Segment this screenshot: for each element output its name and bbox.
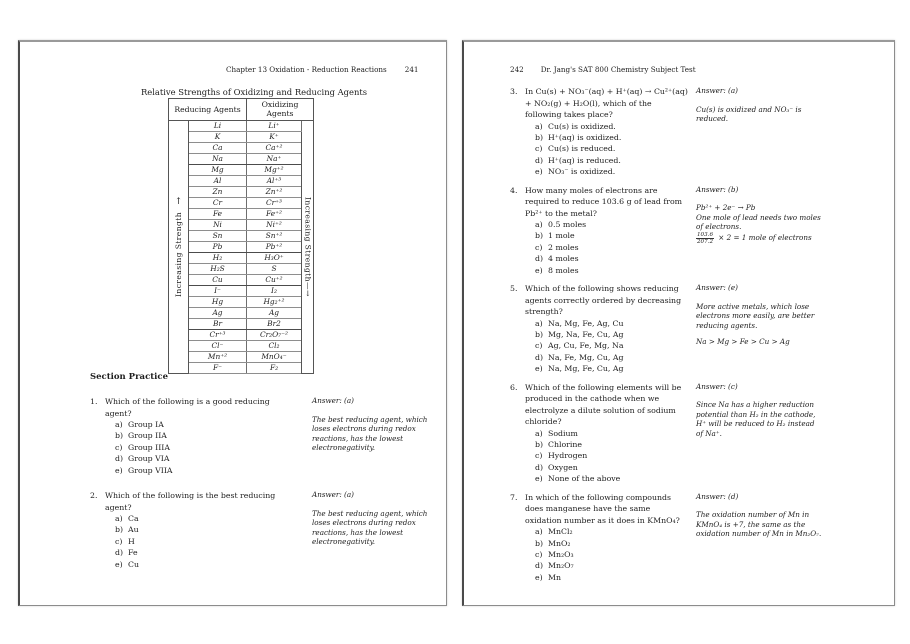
question-head	[510, 283, 688, 318]
question-text: Which of the following is a good reducing agent?	[105, 397, 270, 418]
question-option	[535, 329, 688, 340]
question-option	[115, 559, 298, 570]
oxidizing-agent-cell: Zn⁺²	[247, 187, 302, 198]
option-letter: c)	[535, 549, 543, 559]
option-text: Group IA	[128, 420, 164, 429]
strength-table-row	[169, 231, 314, 242]
table-title: Relative Strengths of Oxidizing and Reducing Agents	[140, 87, 368, 97]
reducing-agent-cell: Br	[189, 319, 247, 330]
answer-column	[696, 185, 822, 246]
oxidizing-agent-cell: MnO₄⁻	[247, 352, 302, 363]
left-questions-list	[90, 396, 442, 570]
oxidizing-agent-cell: Na⁺	[247, 154, 302, 165]
option-letter: b)	[535, 538, 544, 548]
question-text: Which of the following elements will be produced in the cathode when we electrolyze a dilute solution of sodium chloride?	[525, 382, 682, 427]
option-letter: e)	[535, 572, 543, 582]
answer-label: Answer: (c)	[696, 381, 738, 391]
option-letter: e)	[115, 559, 123, 569]
option-text: Group IIA	[128, 431, 167, 441]
reducing-agent-cell: K	[189, 132, 247, 143]
reducing-agent-cell: H₂S	[189, 264, 247, 275]
option-letter: d)	[115, 454, 124, 464]
answer-label: Answer: (a)	[312, 490, 354, 500]
option-text: 1 mole	[548, 231, 575, 241]
oxidizing-agent-cell: Hg₂⁺²	[247, 297, 302, 308]
option-letter: a)	[535, 318, 543, 328]
strength-table-row	[169, 176, 314, 187]
question-option	[115, 419, 298, 430]
question-main	[510, 86, 688, 178]
strength-table-row	[169, 341, 314, 352]
option-text: Oxygen	[548, 462, 578, 472]
strength-table-row	[169, 187, 314, 198]
option-text: Cu	[128, 559, 139, 569]
answer-label: Answer: (d)	[696, 491, 739, 501]
option-letter: c)	[535, 341, 543, 351]
answer-note	[312, 509, 430, 547]
question-number: 7.	[510, 492, 518, 502]
answer-column	[312, 396, 430, 453]
option-letter: d)	[115, 548, 124, 558]
question	[510, 382, 882, 485]
question-head	[90, 490, 298, 513]
question-main	[510, 185, 688, 277]
answer-column	[696, 492, 822, 539]
reducing-agent-cell: Ni	[189, 220, 247, 231]
oxidizing-agent-cell: Ag	[247, 308, 302, 319]
strength-table-row	[169, 264, 314, 275]
oxidizing-agent-cell: Sn⁺²	[247, 231, 302, 242]
option-text: Group IIIA	[128, 442, 171, 452]
option-text: 4 moles	[548, 254, 579, 264]
question-number: 6.	[510, 382, 518, 392]
option-text: NO₃⁻ is oxidized.	[548, 167, 616, 177]
option-text: Group VIIA	[128, 465, 173, 475]
left-axis-cell	[169, 121, 189, 374]
question-option	[535, 549, 688, 560]
option-text: MnCl₂	[548, 527, 573, 537]
question-options	[115, 513, 298, 570]
question-option	[115, 453, 298, 464]
reducing-agent-cell: F⁻	[189, 363, 247, 374]
answer-note-line: The best reducing agent, which loses electrons during redox reactions, has the lowest electronegativity.	[312, 508, 428, 547]
strength-table-row	[169, 253, 314, 264]
right-axis-label: Increasing Strength—→	[303, 197, 313, 297]
answer-label: Answer: (b)	[696, 184, 739, 194]
question-head	[510, 382, 688, 428]
answer-note-line: The oxidation number of Mn in KMnO₄ is +7, the same as the oxidation number of Mn in Mn₂O₇.	[696, 510, 822, 539]
reducing-agent-cell: Mg	[189, 165, 247, 176]
oxidizing-agent-cell: Cu⁺²	[247, 275, 302, 286]
left-page	[18, 40, 447, 606]
oxidizing-agent-cell: Li⁺	[247, 121, 302, 132]
question-number: 2.	[90, 491, 98, 501]
option-text: H⁺(aq) is oxidized.	[548, 132, 622, 142]
option-letter: a)	[535, 121, 543, 131]
reducing-agent-cell: Cr⁺³	[189, 330, 247, 341]
question-option	[535, 473, 688, 484]
oxidizing-agent-cell: Al⁺³	[247, 176, 302, 187]
question-number: 3.	[510, 87, 518, 96]
question-options	[535, 526, 688, 583]
option-letter: b)	[535, 231, 544, 241]
oxidizing-agent-cell: Pb⁺²	[247, 242, 302, 253]
oxidizing-agent-cell: Cl₂	[247, 341, 302, 352]
reducing-agent-cell: Ag	[189, 308, 247, 319]
oxidizing-agent-cell: Cr₂O₇⁻²	[247, 330, 302, 341]
answer-column	[696, 382, 822, 439]
question-option	[535, 253, 688, 264]
question	[90, 490, 442, 570]
reducing-agent-cell: Hg	[189, 297, 247, 308]
question-text: In Cu(s) + NO₃⁻(aq) + H⁺(aq) → Cu²⁺(aq) + NO₂(g) + H₂O(l), which of the following takes place?	[525, 87, 688, 119]
option-letter: c)	[115, 536, 123, 546]
option-letter: c)	[115, 442, 123, 452]
reducing-agent-cell: Pb	[189, 242, 247, 253]
option-text: Ag, Cu, Fe, Mg, Na	[548, 341, 624, 351]
question-option	[535, 363, 688, 374]
answer-label: Answer: (a)	[696, 86, 738, 95]
question-option	[535, 572, 688, 583]
answer-note-line: Cu(s) is oxidized and NO₃⁻ is reduced.	[696, 104, 802, 124]
answer-note	[696, 105, 822, 124]
left-axis-inner	[169, 121, 188, 373]
question-option	[115, 536, 298, 547]
reducing-agent-cell: Cu	[189, 275, 247, 286]
answer-note-line: Na > Mg > Fe > Cu > Ag	[696, 337, 790, 347]
option-letter: d)	[535, 462, 544, 472]
question-option	[115, 430, 298, 441]
question-main	[90, 490, 298, 570]
answer-note	[696, 510, 822, 539]
option-text: None of the above	[548, 474, 621, 484]
question-options	[535, 121, 688, 178]
strength-table-row	[169, 132, 314, 143]
left-page-number: 241	[404, 65, 419, 74]
question-option	[115, 465, 298, 476]
answer-note-line	[696, 232, 822, 245]
answer-note	[312, 415, 430, 453]
strength-table-row	[169, 242, 314, 253]
increasing-strength-up-arrow-icon: ↑	[174, 196, 183, 207]
strength-table-body	[169, 121, 314, 374]
right-axis-cell	[302, 121, 314, 374]
option-text: Cu(s) is reduced.	[548, 144, 616, 154]
oxidizing-agent-cell: Fe⁺²	[247, 209, 302, 220]
question	[510, 185, 882, 277]
option-text: Au	[128, 525, 139, 535]
fraction	[696, 232, 714, 245]
option-letter: e)	[535, 265, 543, 275]
option-letter: b)	[535, 329, 544, 339]
oxidizing-agent-cell: Mg⁺²	[247, 165, 302, 176]
option-letter: d)	[535, 352, 544, 362]
option-letter: d)	[535, 155, 544, 165]
option-text: MnO₂	[548, 538, 571, 548]
oxidizing-agents-header: Oxidizing Agents	[247, 99, 314, 121]
question-option	[115, 547, 298, 558]
oxidizing-agent-cell: Ni⁺²	[247, 220, 302, 231]
option-letter: a)	[535, 220, 543, 230]
reducing-agent-cell: Cl⁻	[189, 341, 247, 352]
reducing-agent-cell: Mn⁺²	[189, 352, 247, 363]
question-number: 5.	[510, 284, 518, 294]
question-number: 1.	[90, 397, 98, 406]
answer-column	[696, 86, 822, 124]
option-text: Group VIA	[128, 454, 170, 464]
section-practice-title: Section Practice	[90, 372, 168, 382]
question-option	[535, 428, 688, 439]
answer-column	[696, 283, 822, 347]
left-axis-label: Increasing Strength	[173, 211, 183, 297]
question-options	[115, 419, 298, 476]
question-option	[535, 219, 688, 230]
option-letter: e)	[535, 474, 543, 484]
question-option	[535, 318, 688, 329]
strength-table-row	[169, 165, 314, 176]
answer-note	[696, 400, 822, 438]
option-letter: b)	[535, 132, 544, 142]
option-letter: a)	[535, 428, 543, 438]
left-page-header	[226, 65, 418, 74]
reducing-agent-cell: I⁻	[189, 286, 247, 297]
question-option	[535, 143, 688, 154]
reducing-agent-cell: Sn	[189, 231, 247, 242]
option-letter: c)	[535, 451, 543, 461]
option-letter: c)	[535, 144, 543, 154]
question-option	[115, 513, 298, 524]
question-head	[90, 396, 298, 419]
question-option	[535, 230, 688, 241]
option-text: 8 moles	[548, 265, 579, 275]
option-letter: d)	[535, 254, 544, 264]
table-header-row	[169, 99, 314, 121]
option-text: Ca	[128, 514, 139, 524]
oxidizing-agent-cell: Ca⁺²	[247, 143, 302, 154]
question-option	[535, 340, 688, 351]
strength-table-row	[169, 154, 314, 165]
option-text: Na, Mg, Fe, Cu, Ag	[548, 364, 624, 374]
reducing-agent-cell: Na	[189, 154, 247, 165]
option-text: Hydrogen	[548, 451, 588, 461]
question	[90, 396, 442, 476]
option-text: Na, Fe, Mg, Cu, Ag	[548, 352, 624, 362]
answer-column	[312, 490, 430, 547]
answer-note-line: Since Na has a higher reduction potential than H₂ in the cathode, H⁺ will be reduced to H₂ instead of Na⁺.	[696, 400, 816, 438]
question-text: Which of the following is the best reducing agent?	[105, 491, 276, 512]
option-text: Mg, Na, Fe, Cu, Ag	[548, 329, 624, 339]
question-options	[535, 428, 688, 485]
question-option	[535, 132, 688, 143]
question-main	[510, 382, 688, 485]
reducing-agents-header: Reducing Agents	[169, 99, 247, 121]
option-letter: a)	[115, 514, 123, 524]
question-option	[115, 442, 298, 453]
question-main	[510, 283, 688, 375]
option-text: H	[128, 536, 135, 546]
option-text: H⁺(aq) is reduced.	[548, 155, 621, 165]
answer-note	[696, 203, 822, 245]
answer-note-line: One mole of lead needs two moles of electrons.	[696, 212, 821, 232]
answer-label: Answer: (a)	[312, 396, 354, 405]
option-letter: e)	[535, 364, 543, 374]
question-head	[510, 492, 688, 527]
strength-table-row	[169, 330, 314, 341]
right-page-number: 242	[510, 65, 524, 74]
question-number: 4.	[510, 185, 518, 195]
option-letter: b)	[115, 525, 124, 535]
option-letter: b)	[535, 440, 544, 449]
question-head	[510, 86, 688, 121]
strength-table-row	[169, 198, 314, 209]
question-option	[535, 155, 688, 166]
option-letter: e)	[115, 465, 123, 475]
strength-table-row	[169, 308, 314, 319]
question-option	[535, 352, 688, 363]
oxidizing-agent-cell: Br2	[247, 319, 302, 330]
right-questions-list	[510, 86, 882, 590]
strength-table-row	[169, 275, 314, 286]
option-text: 2 moles	[548, 242, 579, 252]
question-option	[535, 121, 688, 132]
option-letter: e)	[535, 167, 543, 177]
question-text: How many moles of electrons are required to reduce 103.6 g of lead from Pb²⁺ to the metal?	[525, 185, 683, 218]
reducing-agent-cell: H₂	[189, 253, 247, 264]
strength-table-row	[169, 209, 314, 220]
option-text: Chlorine	[548, 440, 583, 449]
option-letter: b)	[115, 431, 124, 441]
question-option	[535, 538, 688, 549]
question-options	[535, 219, 688, 276]
option-text: 0.5 moles	[548, 220, 587, 230]
question-option	[535, 526, 688, 537]
question	[510, 86, 882, 178]
question-text: Which of the following shows reducing agents correctly ordered by decreasing strength?	[525, 284, 682, 317]
question-option	[535, 439, 688, 450]
oxidizing-agent-cell: Cr⁺³	[247, 198, 302, 209]
note-text: × 2 = 1 mole of electrons	[716, 232, 812, 242]
answer-label: Answer: (e)	[696, 283, 738, 293]
right-page	[462, 40, 895, 606]
oxidizing-agent-cell: I₂	[247, 286, 302, 297]
option-text: Cu(s) is oxidized.	[548, 121, 616, 131]
question-main	[510, 492, 688, 584]
reducing-agent-cell: Ca	[189, 143, 247, 154]
answer-note	[696, 302, 822, 347]
answer-note-line: The best reducing agent, which loses electrons during redox reactions, has the lowest electronegativity.	[312, 414, 428, 453]
section-practice	[90, 372, 442, 584]
option-text: Sodium	[548, 428, 578, 438]
strength-table-row	[169, 297, 314, 308]
option-text: Mn	[548, 572, 562, 582]
question-option	[535, 166, 688, 177]
question-main	[90, 396, 298, 476]
question-options	[535, 318, 688, 375]
question-option	[535, 265, 688, 276]
fraction-numerator: 103.6	[697, 231, 714, 238]
strength-table-row	[169, 121, 314, 132]
reducing-agent-cell: Al	[189, 176, 247, 187]
option-letter: c)	[535, 242, 543, 252]
reducing-agent-cell: Fe	[189, 209, 247, 220]
question-option	[535, 560, 688, 571]
strength-table-row	[169, 143, 314, 154]
fraction-denominator: 207.2	[697, 239, 714, 246]
strength-table-row	[169, 220, 314, 231]
reducing-agent-cell: Zn	[189, 187, 247, 198]
question-text: In which of the following compounds does manganese have the same oxidation number as it does in KMnO₄?	[525, 492, 680, 525]
option-text: Fe	[128, 548, 138, 558]
option-letter: a)	[115, 420, 123, 429]
question-head	[510, 185, 688, 220]
option-text: Mn₂O₇	[548, 561, 574, 571]
question	[510, 492, 882, 584]
strength-table-row	[169, 352, 314, 363]
oxidizing-agent-cell: K⁺	[247, 132, 302, 143]
question-option	[535, 450, 688, 461]
answer-note-line: Pb²⁺ + 2e⁻ → Pb	[696, 203, 756, 213]
answer-note-line: More active metals, which lose electrons more easily, are better reducing agents.	[696, 301, 815, 330]
right-axis-inner	[302, 121, 313, 373]
strength-table-row	[169, 286, 314, 297]
question	[510, 283, 882, 375]
oxidizing-agent-cell: H₃O⁺	[247, 253, 302, 264]
question-option	[535, 242, 688, 253]
oxidizing-agent-cell: S	[247, 264, 302, 275]
question-option	[115, 524, 298, 535]
reducing-agent-cell: Cr	[189, 198, 247, 209]
option-letter: d)	[535, 561, 544, 571]
option-text: Mn₂O₃	[548, 549, 574, 559]
question-option	[535, 462, 688, 473]
book-title: Dr. Jang's SAT 800 Chemistry Subject Test	[540, 65, 696, 74]
strength-table	[168, 98, 314, 374]
right-page-header	[510, 65, 696, 74]
chapter-title: Chapter 13 Oxidation - Reduction Reactions	[226, 65, 387, 74]
reducing-agent-cell: Li	[189, 121, 247, 132]
oxidizing-agent-cell: F₂	[247, 363, 302, 374]
option-letter: a)	[535, 527, 543, 537]
strength-table-row	[169, 319, 314, 330]
option-text: Na, Mg, Fe, Ag, Cu	[548, 318, 624, 328]
